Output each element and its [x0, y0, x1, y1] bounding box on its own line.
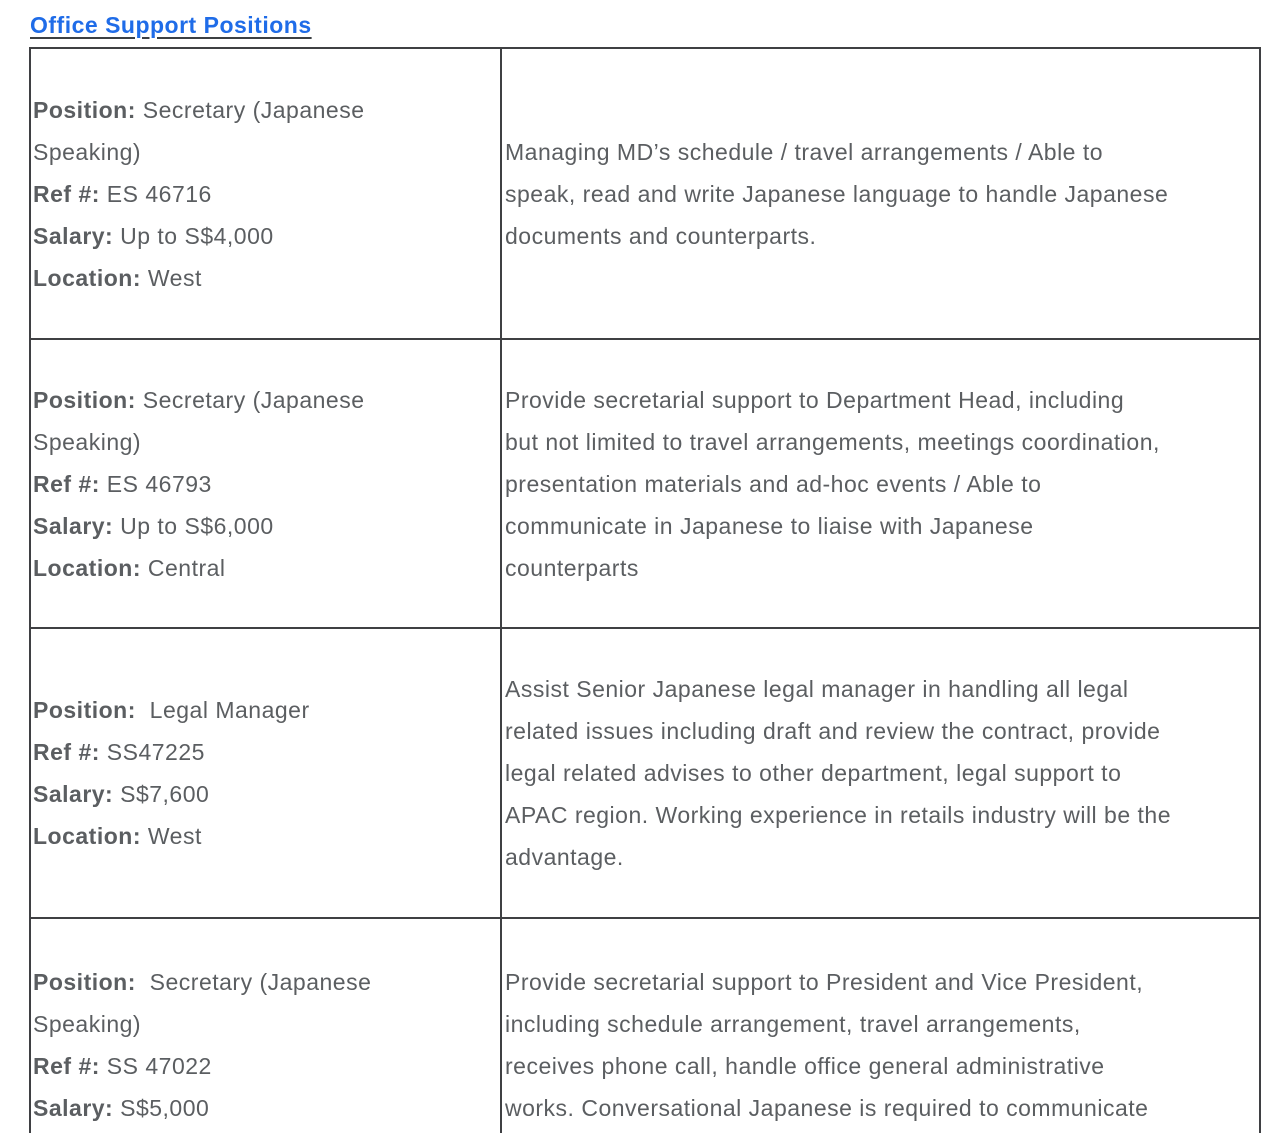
location-line — [33, 257, 425, 299]
description-line: legal related advises to other department, legal support to — [505, 760, 1122, 786]
location-value: Central — [141, 554, 226, 581]
description-line: Managing MD’s schedule / travel arrangements / Able to — [505, 138, 1104, 165]
position-label: Position: — [33, 969, 136, 995]
description-line: but not limited to travel arrangements, meetings coordination, — [505, 428, 1160, 455]
location-label: Location: — [33, 554, 141, 581]
salary-line — [33, 505, 425, 547]
description-line: related issues including draft and review the contract, provide — [505, 718, 1161, 744]
description-line: Provide secretarial support to President and Vice President, — [505, 969, 1144, 995]
position-value: Secretary (Japanese Speaking) — [33, 96, 372, 165]
location-line — [33, 815, 425, 857]
description-line: APAC region. Working experience in retails industry will be the — [505, 802, 1171, 828]
description-line: communicate in Japanese to liaise with Japanese — [505, 512, 1034, 539]
position-description-cell — [501, 918, 1260, 1133]
ref-label: Ref #: — [33, 739, 100, 765]
position-line — [33, 379, 425, 463]
position-description-cell — [501, 628, 1260, 918]
positions-table — [29, 47, 1261, 1133]
description-line: presentation materials and ad-hoc events / Able to — [505, 470, 1042, 497]
position-value: Secretary (Japanese Speaking) — [33, 969, 379, 1037]
location-value: West — [141, 264, 202, 291]
position-label: Position: — [33, 96, 136, 123]
position-row — [30, 339, 1260, 628]
salary-line — [33, 1087, 425, 1129]
position-value: Legal Manager — [135, 697, 310, 723]
position-details-cell — [30, 628, 501, 918]
ref-line — [33, 731, 425, 773]
description-line: works. Conversational Japanese is required to communicate — [505, 1095, 1149, 1121]
position-row — [30, 628, 1260, 918]
salary-label: Salary: — [33, 512, 114, 539]
salary-value: Up to S$4,000 — [113, 222, 274, 249]
position-row — [30, 918, 1260, 1133]
position-description-cell — [501, 339, 1260, 628]
ref-label: Ref #: — [33, 470, 100, 497]
salary-value: Up to S$6,000 — [113, 512, 274, 539]
ref-line — [33, 463, 425, 505]
description-line: Provide secretarial support to Department Head, including — [505, 386, 1125, 413]
location-label: Location: — [33, 264, 141, 291]
salary-line — [33, 773, 425, 815]
office-support-positions-link[interactable]: Office Support Positions — [30, 12, 312, 38]
page-title — [30, 0, 1280, 41]
salary-value: S$7,600 — [113, 781, 210, 807]
salary-label: Salary: — [33, 781, 114, 807]
description-line: speak, read and write Japanese language to handle Japanese — [505, 180, 1169, 207]
ref-line — [33, 1045, 425, 1087]
position-details-cell — [30, 339, 501, 628]
location-value: West — [141, 823, 202, 849]
salary-label: Salary: — [33, 1095, 114, 1121]
salary-line — [33, 215, 425, 257]
position-line — [33, 89, 425, 173]
position-details-cell — [30, 48, 501, 339]
description-line: advantage. — [505, 844, 624, 870]
position-line — [33, 689, 425, 731]
position-description-cell — [501, 48, 1260, 339]
position-label: Position: — [33, 386, 136, 413]
salary-value: S$5,000 — [113, 1095, 210, 1121]
ref-line — [33, 173, 425, 215]
ref-label: Ref #: — [33, 1053, 100, 1079]
description-line: Assist Senior Japanese legal manager in handling all legal — [505, 676, 1129, 702]
position-value: Secretary (Japanese Speaking) — [33, 386, 372, 455]
description-line: documents and counterparts. — [505, 222, 817, 249]
position-label: Position: — [33, 697, 136, 723]
description-line: counterparts — [505, 554, 639, 581]
salary-label: Salary: — [33, 222, 114, 249]
ref-value: ES 46793 — [99, 470, 212, 497]
ref-value: ES 46716 — [99, 180, 212, 207]
position-row — [30, 48, 1260, 339]
description-line: including schedule arrangement, travel arrangements, — [505, 1011, 1081, 1037]
description-line: receives phone call, handle office general administrative — [505, 1053, 1105, 1079]
ref-label: Ref #: — [33, 180, 100, 207]
ref-value: SS 47022 — [99, 1053, 212, 1079]
position-line — [33, 961, 425, 1045]
position-details-cell — [30, 918, 501, 1133]
location-line — [33, 547, 425, 589]
location-label: Location: — [33, 823, 141, 849]
ref-value: SS47225 — [99, 739, 205, 765]
